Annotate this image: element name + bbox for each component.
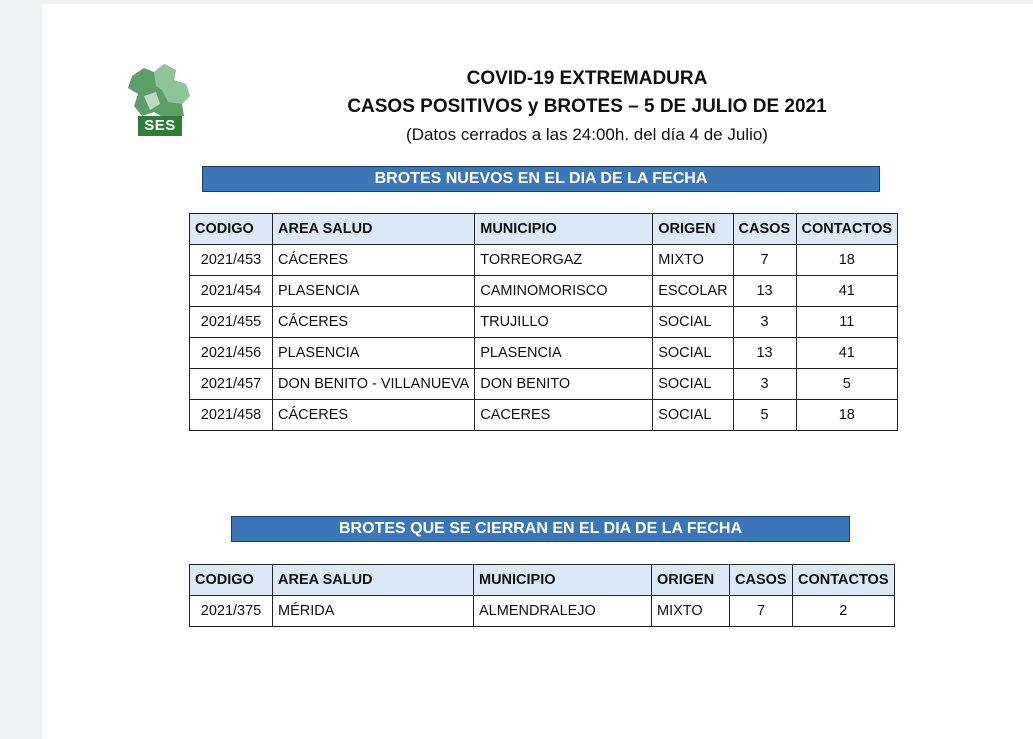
cell-area-salud: PLASENCIA [273, 338, 475, 369]
cell-municipio: DON BENITO [475, 369, 653, 400]
cell-contactos: 41 [796, 276, 898, 307]
cell-municipio: CAMINOMORISCO [475, 276, 653, 307]
closed-outbreaks-table [189, 564, 895, 627]
table-row [190, 400, 898, 431]
table-row [190, 276, 898, 307]
cell-codigo: 2021/455 [190, 307, 273, 338]
col-header-municipio: MUNICIPIO [474, 565, 652, 596]
cell-contactos: 18 [796, 400, 898, 431]
cell-contactos: 11 [796, 307, 898, 338]
cell-casos: 13 [733, 338, 796, 369]
extremadura-map-icon [124, 62, 196, 120]
col-header-area-salud: AREA SALUD [273, 565, 474, 596]
col-header-codigo: CODIGO [190, 565, 273, 596]
cell-area-salud: CÁCERES [273, 400, 475, 431]
cell-codigo: 2021/456 [190, 338, 273, 369]
cell-origen: SOCIAL [653, 307, 733, 338]
cell-contactos: 5 [796, 369, 898, 400]
col-header-contactos: CONTACTOS [796, 214, 898, 245]
cell-municipio: TRUJILLO [475, 307, 653, 338]
cell-origen: MIXTO [652, 596, 730, 627]
col-header-area-salud: AREA SALUD [273, 214, 475, 245]
cell-codigo: 2021/453 [190, 245, 273, 276]
table-header-row [190, 565, 895, 596]
cell-origen: SOCIAL [653, 369, 733, 400]
col-header-municipio: MUNICIPIO [475, 214, 653, 245]
table-row [190, 307, 898, 338]
cell-codigo: 2021/457 [190, 369, 273, 400]
ses-logo-text: SES [138, 116, 182, 136]
cell-origen: SOCIAL [653, 400, 733, 431]
col-header-origen: ORIGEN [652, 565, 730, 596]
cell-municipio: CACERES [475, 400, 653, 431]
section-closed-banner: BROTES QUE SE CIERRAN EN EL DIA DE LA FECHA [231, 516, 850, 542]
cell-area-salud: PLASENCIA [273, 276, 475, 307]
cell-area-salud: MÉRIDA [273, 596, 474, 627]
table-row [190, 369, 898, 400]
col-header-contactos: CONTACTOS [793, 565, 895, 596]
section-new-banner: BROTES NUEVOS EN EL DIA DE LA FECHA [202, 166, 880, 192]
cell-casos: 13 [733, 276, 796, 307]
cell-casos: 7 [730, 596, 793, 627]
cell-contactos: 18 [796, 245, 898, 276]
cell-area-salud: CÁCERES [273, 307, 475, 338]
table-row [190, 596, 895, 627]
table-row [190, 338, 898, 369]
cell-area-salud: DON BENITO - VILLANUEVA [273, 369, 475, 400]
cell-area-salud: CÁCERES [273, 245, 475, 276]
cell-municipio: TORREORGAZ [475, 245, 653, 276]
col-header-casos: CASOS [733, 214, 796, 245]
col-header-codigo: CODIGO [190, 214, 273, 245]
cell-casos: 3 [733, 307, 796, 338]
cell-origen: SOCIAL [653, 338, 733, 369]
cell-casos: 3 [733, 369, 796, 400]
document-page [42, 4, 1033, 739]
page-title: COVID-19 EXTREMADURA [466, 68, 708, 89]
new-outbreaks-table [189, 213, 898, 431]
table-header-row [190, 214, 898, 245]
col-header-casos: CASOS [730, 565, 793, 596]
col-header-origen: ORIGEN [653, 214, 733, 245]
table-row [190, 245, 898, 276]
cell-contactos: 41 [796, 338, 898, 369]
cell-origen: MIXTO [653, 245, 733, 276]
cell-casos: 7 [733, 245, 796, 276]
ses-logo [124, 62, 196, 142]
cell-casos: 5 [733, 400, 796, 431]
cell-codigo: 2021/458 [190, 400, 273, 431]
cell-origen: ESCOLAR [653, 276, 733, 307]
cell-municipio: ALMENDRALEJO [474, 596, 652, 627]
cell-municipio: PLASENCIA [475, 338, 653, 369]
page-subtitle: (Datos cerrados a las 24:00h. del día 4 de Julio) [406, 125, 768, 144]
page-title-date: CASOS POSITIVOS y BROTES – 5 DE JULIO DE 2021 [347, 96, 827, 117]
cell-codigo: 2021/375 [190, 596, 273, 627]
cell-contactos: 2 [793, 596, 895, 627]
cell-codigo: 2021/454 [190, 276, 273, 307]
